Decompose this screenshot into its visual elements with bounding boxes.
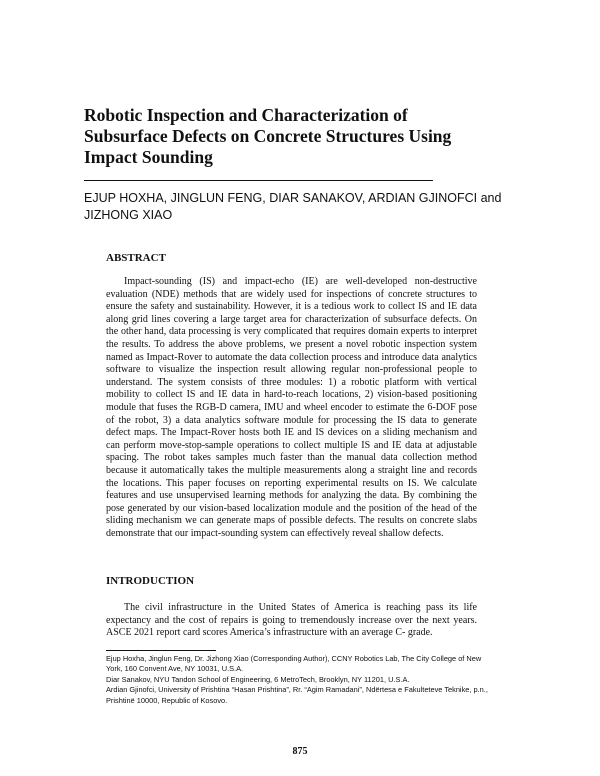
introduction-heading: INTRODUCTION [106, 575, 195, 587]
footnotes [106, 654, 496, 706]
footnote-divider [106, 650, 216, 651]
title-divider [84, 180, 433, 181]
abstract-text: Impact-sounding (IS) and impact-echo (IE) are well-developed non-destructive evaluation (NDE) methods that are widely used for inspections of concrete structures to ensure the safety and sustainability. However, it is a tedious work to collect IS and IE data along grid lines covering a large target area for characterization of subsurface defects. On the other hand, data processing is very complicated that requires domain experts to interpret the results. To address the above problems, we present a novel robotic inspection system named as Impact-Rover to automate the data collection process and introduce data analytics software to visualize the inspection result allowing regular non-professional people to understand. The system consists of three modules: 1) a robotic platform with vertical mobility to collect IS and IE data in hard-to-reach locations, 2) vision-based positioning module that fuses the RGB-D camera, IMU and wheel encoder to estimate the 6-DOF pose of the robot, 3) a data analytics software module for processing the IS data to generate defect maps. The Impact-Rover hosts both IE and IS devices on a sliding mechanism and can perform move-stop-sample operations to collect multiple IS and IE data at adjustable spacing. The robot takes samples much faster than the manual data collection method because it automatically takes the multiple measurements along a straight line and records the locations. This paper focuses on reporting experimental results on IS. We calculate features and use unsupervised learning methods for analyzing the data. By combining the pose generated by our vision-based localization module and the position of the head of the sliding mechanism we can generate maps of possible defects. The results on concrete slabs demonstrate that our impact-sounding system can effectively reveal shallow defects. [106, 276, 477, 539]
paper-title: Robotic Inspection and Characterization of Subsurface Defects on Concrete Structures Using Impact Sounding [84, 105, 452, 167]
author-list: EJUP HOXHA, JINGLUN FENG, DIAR SANAKOV, ARDIAN GJINOFCI and JIZHONG XIAO [84, 191, 502, 222]
introduction-text: The civil infrastructure in the United States of America is reaching pass its life expectancy and the cost of repairs is going to tremendously increase over the next years. ASCE 2021 report card scores America’s infrastructure with an average C- grade. [106, 602, 477, 639]
footnote-affiliation-prishtina: Ardian Gjinofci, University of Prishtina “Hasan Prishtina”, Rr. “Agim Ramadani”, Ndërtesa e Fakulteteve Teknike, p.n., Prishtinë 10000, Republic of Kosovo. [106, 685, 488, 705]
footnote-affiliation-ccny: Ejup Hoxha, Jinglun Feng, Dr. Jizhong Xiao (Corresponding Author), CCNY Robotics Lab, The City College of New York, 160 Convent Ave, NY 10031, U.S.A. [106, 654, 482, 674]
footnote-affiliation-nyu: Diar Sanakov, NYU Tandon School of Engineering, 6 MetroTech, Brooklyn, NY 11201, U.S.A. [106, 674, 410, 684]
abstract-heading: ABSTRACT [106, 252, 166, 264]
page-number: 875 [292, 746, 308, 757]
